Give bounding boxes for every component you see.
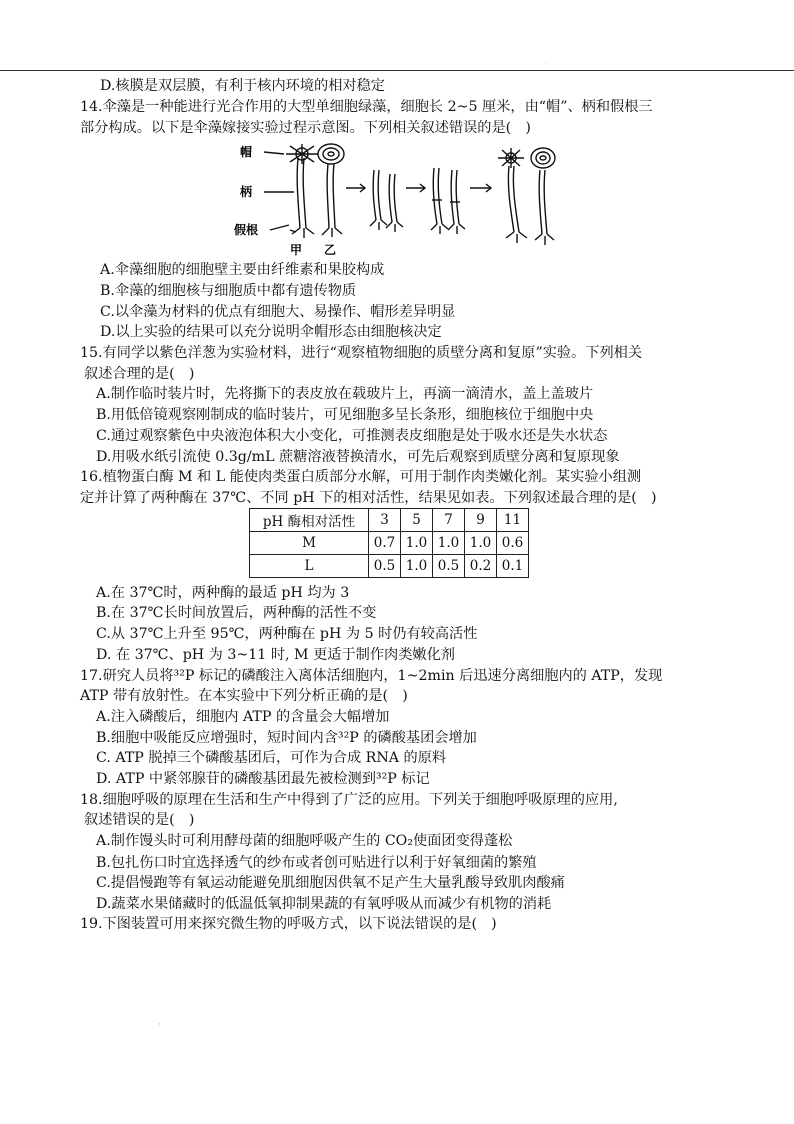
scan-speck: · <box>545 60 548 69</box>
q14-stem-cont: 部分构成。以下是伞藻嫁接实验过程示意图。下列相关叙述错误的是( ) <box>80 120 531 136</box>
q15-option-d: D.用吸水纸引流使 0.3g/mL 蔗糖溶液替换清水，可先后观察到质壁分离和复原现象 <box>96 449 620 465</box>
table-row <box>250 532 529 555</box>
table-cell: M <box>250 532 369 555</box>
table-header-cell: pH 酶相对活性 <box>250 509 369 532</box>
table-cell: 0.7 <box>369 532 401 555</box>
table-cell: 1.0 <box>433 532 465 555</box>
table-row <box>250 555 529 578</box>
q14-option-c: C.以伞藻为材料的优点有细胞大、易操作、帽形差异明显 <box>100 304 456 320</box>
q17-stem-cont: ATP 带有放射性。在本实验中下列分析正确的是( ) <box>80 688 408 704</box>
label-cell-b: 乙 <box>324 243 337 257</box>
q16-stem-cont: 定并计算了两种酶在 37℃、不同 pH 下的相对活性，结果见如表。下列叙述最合理的是( ) <box>80 490 657 506</box>
q14-option-d: D.以上实验的结果可以充分说明伞帽形态由细胞核决定 <box>100 324 442 340</box>
q15-option-b: B.用低倍镜观察刚制成的临时装片，可见细胞多呈长条形，细胞核位于细胞中央 <box>96 407 594 423</box>
table-cell: 0.5 <box>433 555 465 578</box>
table-header-cell: 5 <box>401 509 433 532</box>
q14-option-b: B.伞藻的细胞核与细胞质中都有遗传物质 <box>100 283 357 299</box>
q17-option-b: B.细胞中吸能反应增强时，短时间内含³²P 的磷酸基团会增加 <box>96 730 477 746</box>
q16-option-b: B.在 37℃长时间放置后，两种酶的活性不变 <box>96 605 377 621</box>
q18-stem: 18.细胞呼吸的原理在生活和生产中得到了广泛的应用。下列关于细胞呼吸原理的应用, <box>80 792 618 808</box>
q15-stem-cont: 叙述合理的是( ) <box>84 366 195 382</box>
label-stalk: 柄 <box>240 185 253 199</box>
enzyme-activity-table <box>249 508 529 578</box>
q19-stem: 19.下图装置可用来探究微生物的呼吸方式，以下说法错误的是( ) <box>80 916 497 932</box>
umbrella-algae-grafting-figure <box>234 140 570 260</box>
q16-option-a: A.在 37℃时，两种酶的最适 pH 均为 3 <box>96 585 350 601</box>
q15-option-a: A.制作临时装片时，先将撕下的表皮放在载玻片上，再滴一滴清水，盖上盖玻片 <box>96 386 594 402</box>
q18-option-d: D.蔬菜水果储藏时的低温低氧抑制果蔬的有氧呼吸从而减少有机物的消耗 <box>96 896 552 912</box>
q16-stem: 16.植物蛋白酶 M 和 L 能使肉类蛋白质部分水解，可用于制作肉类嫩化剂。某实验小组测 <box>80 469 642 485</box>
q13-option-d: D.核膜是双层膜，有利于核内环境的相对稳定 <box>100 78 385 94</box>
q17-stem: 17.研究人员将³²P 标记的磷酸注入离体活细胞内，1~2min 后迅速分离细胞内的 ATP，发现 <box>80 668 663 684</box>
header-rule <box>0 70 794 71</box>
q15-option-c: C.通过观察紫色中央液泡体积大小变化，可推测表皮细胞是处于吸水还是失水状态 <box>96 428 608 444</box>
q18-option-c: C.提倡慢跑等有氧运动能避免肌细胞因供氧不足产生大量乳酸导致肌肉酸痛 <box>96 875 565 891</box>
table-cell: 1.0 <box>465 532 497 555</box>
scan-speck: · <box>158 1020 161 1029</box>
table-cell: 0.5 <box>369 555 401 578</box>
table-cell: 1.0 <box>401 555 433 578</box>
table-cell: L <box>250 555 369 578</box>
q18-stem-cont: 叙述错误的是( ) <box>84 812 195 828</box>
table-header-row <box>250 509 529 532</box>
label-cell-a: 甲 <box>290 243 303 257</box>
table-header-cell: 3 <box>369 509 401 532</box>
table-header-cell: 9 <box>465 509 497 532</box>
q15-stem: 15.有同学以紫色洋葱为实验材料，进行“观察植物细胞的质壁分离和复原”实验。下列相关 <box>80 345 643 361</box>
table-cell: 0.6 <box>497 532 529 555</box>
q18-option-b: B.包扎伤口时宜选择透气的纱布或者创可贴进行以利于好氧细菌的繁殖 <box>96 855 537 871</box>
table-header-cell: 7 <box>433 509 465 532</box>
q17-option-c: C. ATP 脱掉三个磷酸基团后，可作为合成 RNA 的原料 <box>96 750 447 766</box>
label-cap: 帽 <box>240 145 253 159</box>
q18-option-a: A.制作馒头时可利用酵母菌的细胞呼吸产生的 CO₂使面团变得蓬松 <box>96 833 513 849</box>
table-header-cell: 11 <box>497 509 529 532</box>
q16-option-c: C.从 37℃上升至 95℃，两种酶在 pH 为 5 时仍有较高活性 <box>96 626 478 642</box>
table-cell: 0.1 <box>497 555 529 578</box>
table-cell: 1.0 <box>401 532 433 555</box>
q14-stem: 14.伞藻是一种能进行光合作用的大型单细胞绿藻，细胞长 2~5 厘米，由“帽”、柄和假根三 <box>80 99 653 115</box>
q17-option-d: D. ATP 中紧邻腺苷的磷酸基团最先被检测到³²P 标记 <box>96 771 430 787</box>
label-rhizoid: 假根 <box>234 223 259 237</box>
q16-option-d: D. 在 37℃、pH 为 3~11 时, M 更适于制作肉类嫩化剂 <box>96 647 455 663</box>
q14-option-a: A.伞藻细胞的细胞壁主要由纤维素和果胶构成 <box>100 262 385 278</box>
table-cell: 0.2 <box>465 555 497 578</box>
q17-option-a: A.注入磷酸后，细胞内 ATP 的含量会大幅增加 <box>96 709 390 725</box>
